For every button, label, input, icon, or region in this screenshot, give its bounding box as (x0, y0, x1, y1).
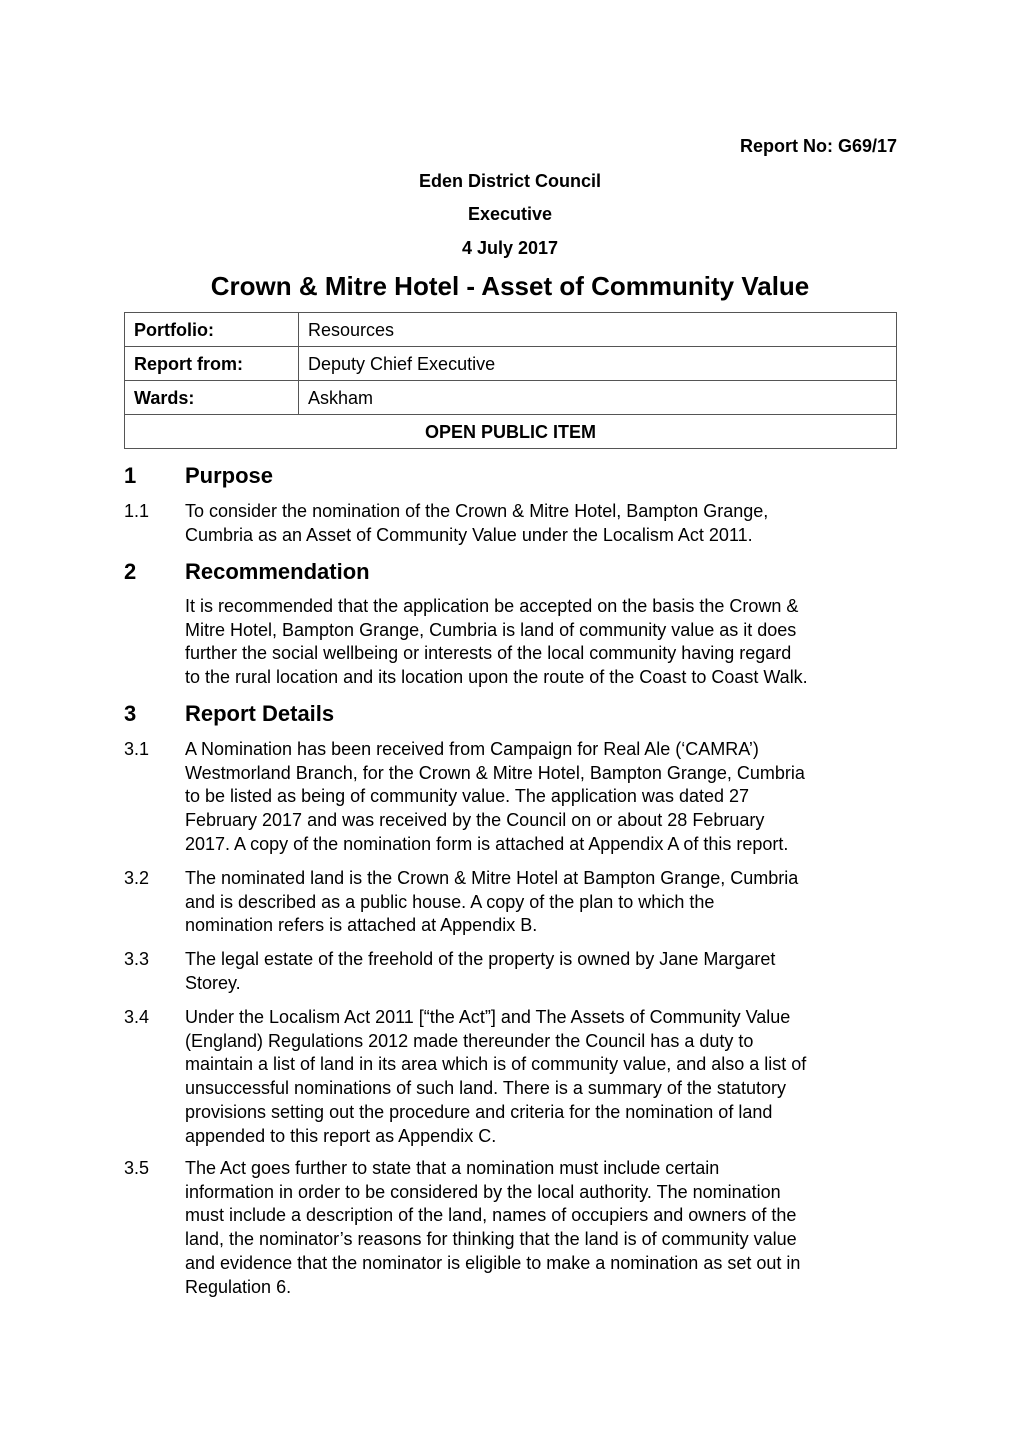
paragraph-line: maintain a list of land in its area which is of community value, and also a list of (185, 1054, 807, 1075)
paragraph-line: To consider the nomination of the Crown & Mitre Hotel, Bampton Grange, (185, 501, 769, 521)
section-heading (124, 463, 273, 489)
paragraph-line: Westmorland Branch, for the Crown & Mitre Hotel, Bampton Grange, Cumbria (185, 762, 805, 783)
paragraph-line: must include a description of the land, names of occupiers and owners of the (185, 1205, 797, 1226)
paragraph-line: A Nomination has been received from Campaign for Real Ale (‘CAMRA’) (185, 739, 759, 759)
paragraph-line: nomination refers is attached at Appendix B. (185, 915, 538, 936)
report-title: Crown & Mitre Hotel - Asset of Community Value (210, 271, 810, 301)
paragraph-line: 2017. A copy of the nomination form is attached at Appendix A of this report. (185, 833, 789, 854)
paragraph-line: to be listed as being of community value. The application was dated 27 (185, 786, 750, 807)
info-table (124, 312, 897, 449)
paragraph-number: 3.4 (124, 1007, 150, 1027)
paragraph (185, 500, 905, 547)
paragraph (185, 595, 905, 690)
section-number: 3 (124, 701, 137, 726)
paragraph-line: Cumbria as an Asset of Community Value under the Localism Act 2011. (185, 524, 753, 545)
paragraph-number: 3.3 (124, 949, 150, 969)
committee-name: Executive (467, 204, 553, 224)
row-label: Wards: (125, 381, 299, 415)
report-number: Report No: G69/17 (739, 136, 897, 156)
paragraph-line: The legal estate of the freehold of the property is owned by Jane Margaret (185, 949, 776, 969)
paragraph-line: further the social wellbeing or interests of the local community having regard (185, 643, 792, 664)
paragraph-line: unsuccessful nominations of such land. There is a summary of the statutory (185, 1078, 786, 1099)
paragraph-line: Mitre Hotel, Bampton Grange, Cumbria is land of community value as it does (185, 619, 797, 640)
paragraph-line: to the rural location and its location upon the route of the Coast to Coast Walk. (185, 667, 808, 688)
row-value: Askham (299, 381, 897, 415)
paragraph-line: Storey. (185, 972, 241, 993)
table-row (125, 313, 897, 347)
paragraph (185, 948, 905, 995)
table-row (125, 381, 897, 415)
section-heading (124, 559, 370, 585)
row-value: Deputy Chief Executive (299, 347, 897, 381)
paragraph (185, 738, 905, 857)
council-name: Eden District Council (418, 171, 602, 191)
section-title: Recommendation (185, 559, 370, 584)
paragraph-line: Under the Localism Act 2011 [“the Act”] and The Assets of Community Value (185, 1007, 791, 1027)
meeting-date: 4 July 2017 (461, 238, 559, 258)
paragraph-number: 1.1 (124, 501, 150, 521)
paragraph-line: The Act goes further to state that a nomination must include certain (185, 1158, 720, 1178)
paragraph-line: February 2017 and was received by the Council on or about 28 February (185, 810, 765, 831)
public-item-label: OPEN PUBLIC ITEM (125, 415, 897, 449)
section-title: Purpose (185, 463, 274, 488)
paragraph-line: and is described as a public house. A copy of the plan to which the (185, 891, 715, 912)
paragraph (185, 1006, 905, 1148)
paragraph (185, 867, 905, 938)
paragraph-line: It is recommended that the application be accepted on the basis the Crown & (185, 596, 799, 616)
paragraph-number: 3.5 (124, 1158, 150, 1178)
section-title: Report Details (185, 701, 335, 726)
section-number: 2 (124, 559, 137, 584)
paragraph-line: appended to this report as Appendix C. (185, 1125, 497, 1146)
paragraph-line: Regulation 6. (185, 1276, 292, 1297)
paragraph-line: and evidence that the nominator is eligible to make a nomination as set out in (185, 1252, 801, 1273)
paragraph-number: 3.2 (124, 868, 150, 888)
row-value: Resources (299, 313, 897, 347)
section-number: 1 (124, 463, 137, 488)
paragraph-line: provisions setting out the procedure and criteria for the nomination of land (185, 1101, 773, 1122)
paragraph-number: 3.1 (124, 739, 150, 759)
table-row (125, 415, 897, 449)
section-heading (124, 701, 334, 727)
table-row (125, 347, 897, 381)
paragraph-line: The nominated land is the Crown & Mitre Hotel at Bampton Grange, Cumbria (185, 868, 799, 888)
paragraph-line: (England) Regulations 2012 made thereunder the Council has a duty to (185, 1030, 754, 1051)
row-label: Report from: (125, 347, 299, 381)
paragraph (185, 1157, 905, 1299)
paragraph-line: information in order to be considered by the local authority. The nomination (185, 1181, 781, 1202)
paragraph-line: land, the nominator’s reasons for thinking that the land is of community value (185, 1229, 797, 1250)
row-label: Portfolio: (125, 313, 299, 347)
